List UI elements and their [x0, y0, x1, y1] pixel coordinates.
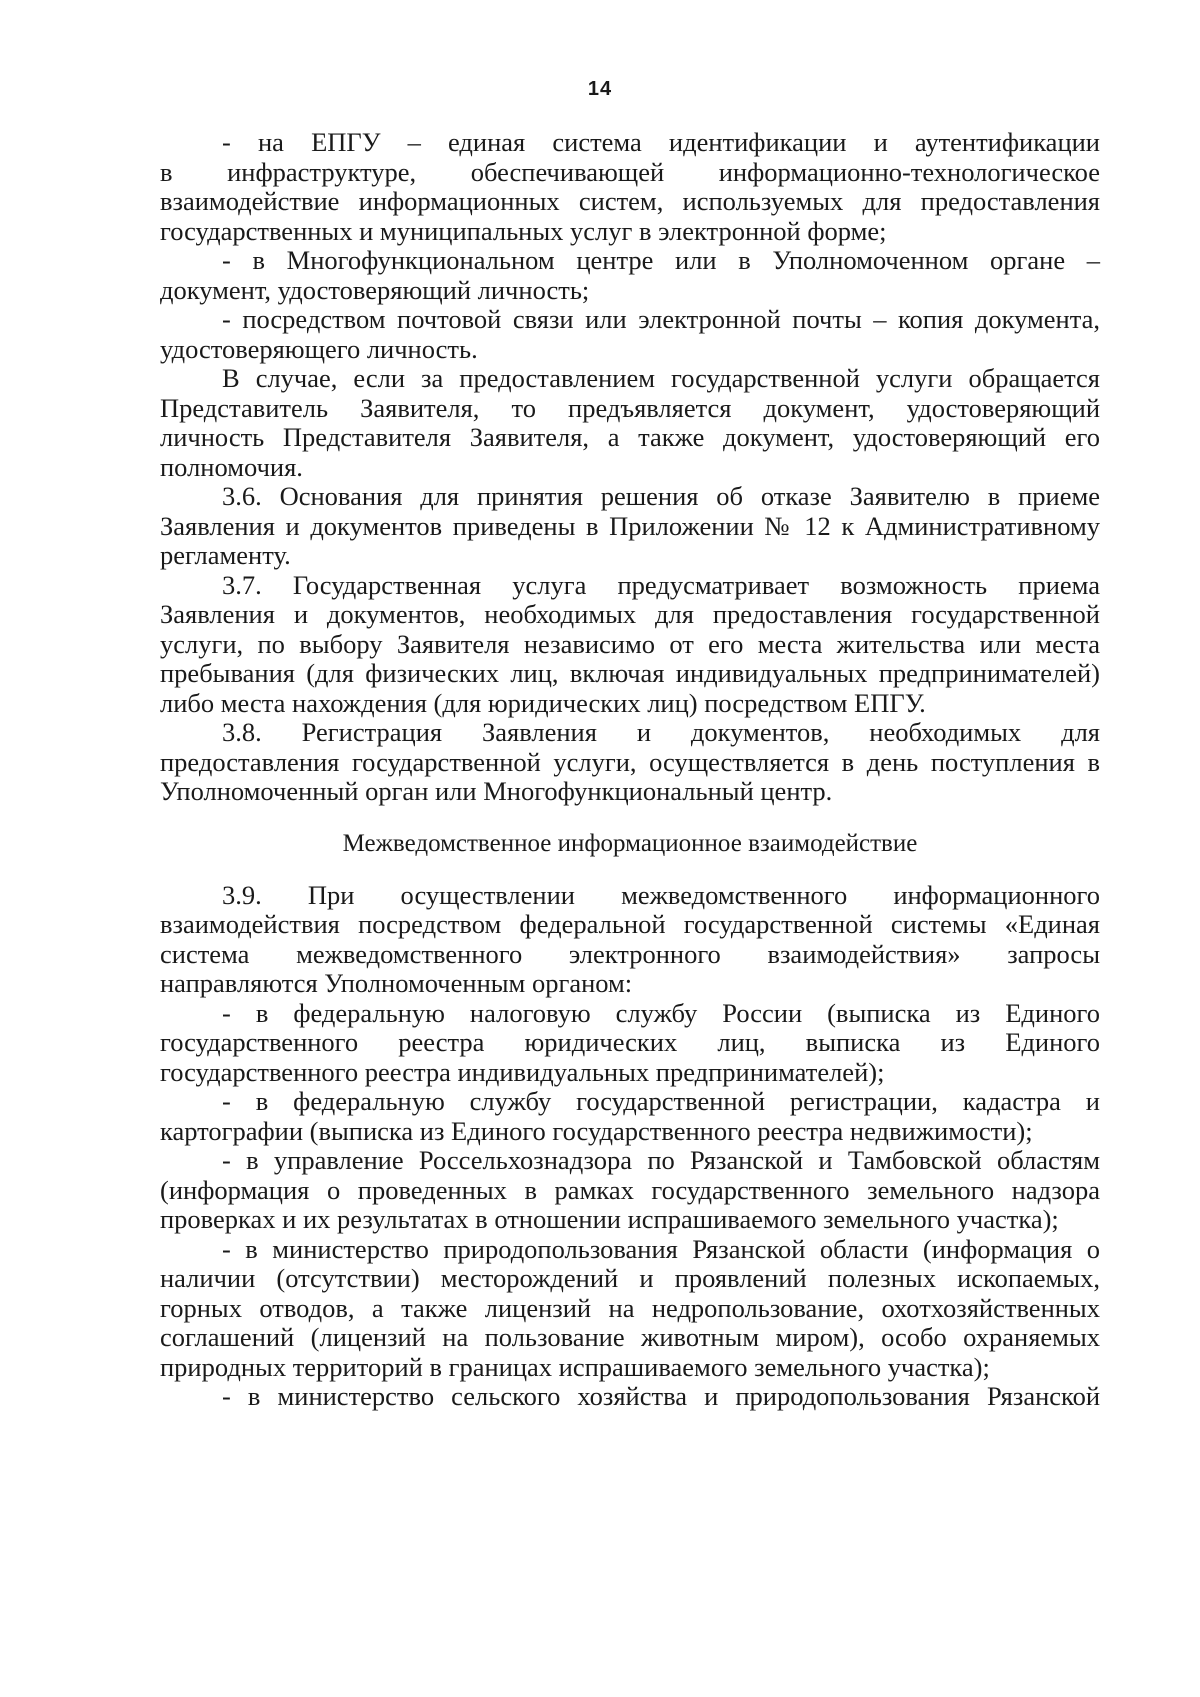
paragraph-line: Заявления и документов приведены в Приложении № 12 к Административному [160, 510, 1100, 541]
paragraph-line: взаимодействие информационных систем, используемых для предоставления [160, 186, 1100, 216]
paragraph-line: (информация о проведенных в рамках государственного земельного надзора [160, 1174, 1100, 1205]
paragraph-line: проверках и их результатах в отношении испрашиваемого земельного участка); [160, 1204, 1059, 1234]
paragraph-line: направляются Уполномоченным органом: [160, 968, 633, 998]
paragraph [160, 718, 1100, 807]
paragraph-line: - в федеральную службу государственной регистрации, кадастра и [222, 1086, 1100, 1116]
paragraph-line: природных территорий в границах испрашиваемого земельного участка); [160, 1351, 990, 1382]
paragraph-line: соглашений (лицензий на пользование животным миром), особо охраняемых [160, 1322, 1100, 1352]
paragraph-line: В случае, если за предоставлением государственной услуги обращается [222, 363, 1100, 393]
paragraph-line: - на ЕПГУ – единая система идентификации и аутентификации [222, 127, 1100, 157]
paragraph [160, 1146, 1100, 1235]
paragraph [160, 364, 1100, 482]
paragraph-line: 3.9. При осуществлении межведомственного информационного [222, 879, 1100, 910]
page-number: 14 [587, 78, 613, 100]
document-body [160, 128, 1100, 1412]
paragraph-line: 3.7. Государственная услуга предусматривает возможность приема [222, 569, 1100, 600]
paragraph-line: - в Многофункциональном центре или в Уполномоченном органе – [222, 245, 1100, 275]
paragraph [160, 999, 1100, 1088]
paragraph-line: пребывания (для физических лиц, включая индивидуальных предпринимателей) [160, 658, 1100, 688]
paragraph [160, 881, 1100, 999]
paragraph-line: предоставления государственной услуги, осуществляется в день поступления в [160, 746, 1100, 777]
paragraph-line: - в управление Россельхознадзора по Рязанской и Тамбовской областям [222, 1145, 1100, 1175]
paragraph-line: удостоверяющего личность. [160, 333, 478, 364]
paragraph [160, 246, 1100, 305]
paragraph-line: - в министерство природопользования Рязанской области (информация о [222, 1233, 1100, 1264]
paragraph-line: государственного реестра индивидуальных предпринимателей); [160, 1056, 885, 1087]
paragraph-line: услуги, по выбору Заявителя независимо от его места жительства или места [160, 628, 1100, 659]
section-before-heading [160, 128, 1100, 807]
paragraph-line: картографии (выписка из Единого государственного реестра недвижимости); [160, 1115, 1033, 1146]
paragraph-line: наличии (отсутствии) месторождений и проявлений полезных ископаемых, [160, 1263, 1100, 1293]
paragraph-line: система межведомственного электронного взаимодействия» запросы [160, 938, 1100, 969]
paragraph [160, 1087, 1100, 1146]
paragraph [160, 1235, 1100, 1383]
section-heading: Межведомственное информационное взаимодействие [342, 829, 918, 857]
paragraph-line: 3.6. Основания для принятия решения об отказе Заявителю в приеме [222, 481, 1100, 511]
paragraph [160, 1382, 1100, 1412]
paragraph-line: - в министерство сельского хозяйства и природопользования Рязанской [222, 1381, 1100, 1411]
paragraph-line: 3.8. Регистрация Заявления и документов, необходимых для [222, 717, 1100, 747]
paragraph-line: документ, удостоверяющий личность; [160, 274, 590, 305]
paragraph-line: Уполномоченный орган или Многофункциональный центр. [160, 776, 833, 806]
paragraph [160, 128, 1100, 246]
paragraph-line: Заявления и документов, необходимых для предоставления государственной [160, 599, 1100, 629]
paragraph-line: взаимодействия посредством федеральной государственной системы «Единая [160, 909, 1100, 939]
paragraph-line: государственных и муниципальных услуг в электронной форме; [160, 215, 887, 246]
paragraph [160, 305, 1100, 364]
section-after-heading [160, 881, 1100, 1412]
paragraph-line: - в федеральную налоговую службу России (выписка из Единого [222, 997, 1100, 1028]
paragraph-line: - посредством почтовой связи или электронной почты – копия документа, [222, 304, 1100, 334]
paragraph [160, 571, 1100, 719]
paragraph-line: либо места нахождения (для юридических лиц) посредством ЕПГУ. [160, 687, 926, 718]
paragraph-line: личность Представителя Заявителя, а также документ, удостоверяющий его [160, 422, 1100, 452]
paragraph-line: горных отводов, а также лицензий на недропользование, охотхозяйственных [160, 1292, 1100, 1323]
paragraph-line: Представитель Заявителя, то предъявляется документ, удостоверяющий [160, 392, 1100, 423]
paragraph-line: регламенту. [160, 540, 291, 570]
paragraph-line: полномочия. [160, 451, 303, 482]
paragraph-line: в инфраструктуре, обеспечивающей информационно-технологическое [160, 156, 1100, 187]
paragraph [160, 482, 1100, 571]
paragraph-line: государственного реестра юридических лиц, выписка из Единого [160, 1027, 1100, 1057]
